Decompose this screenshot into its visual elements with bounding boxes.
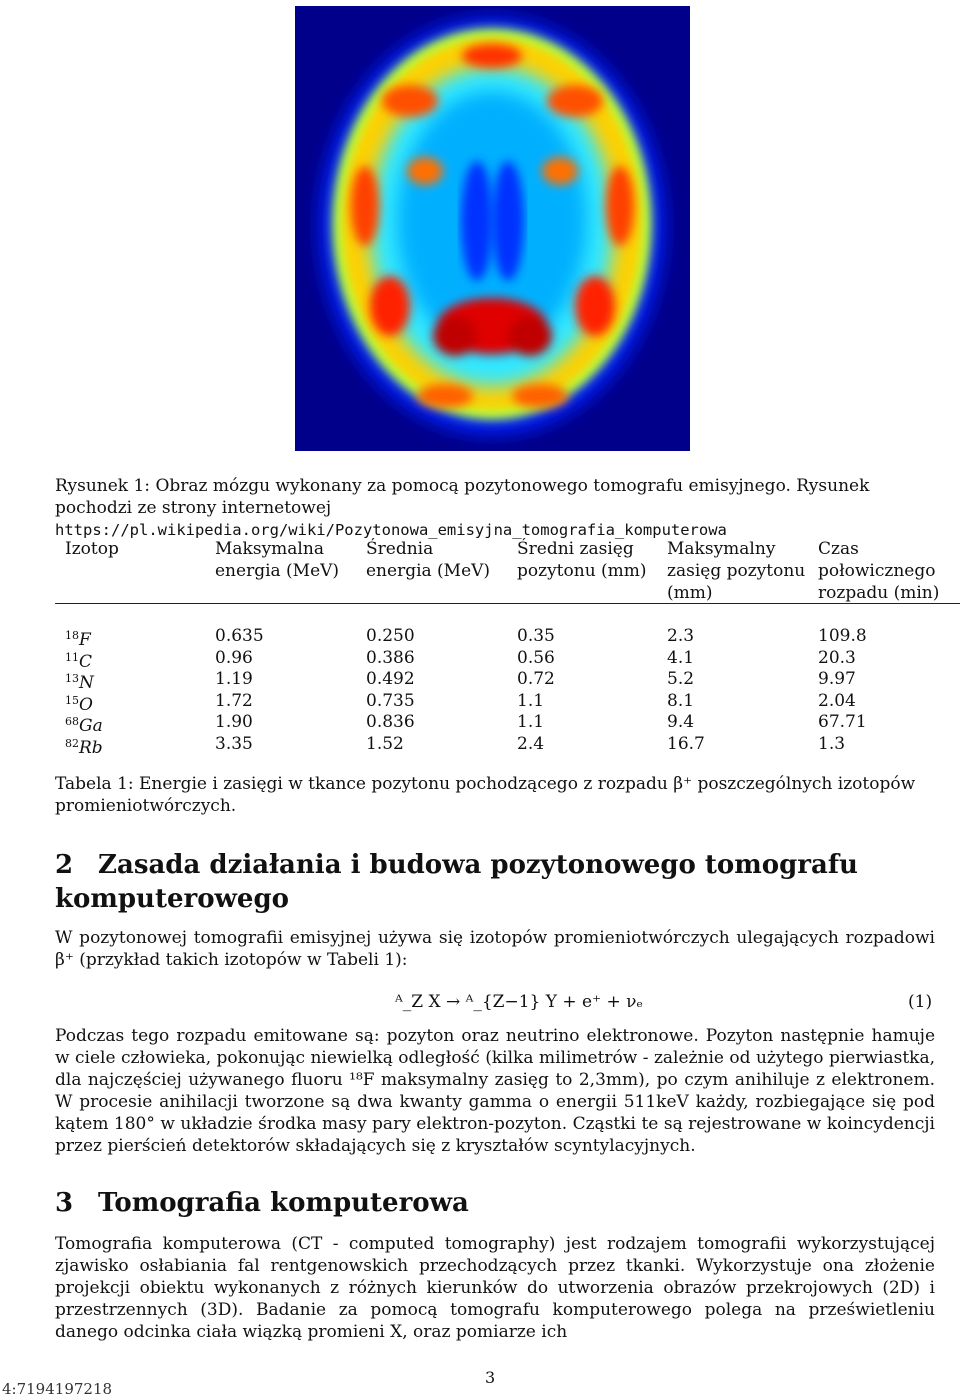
equation-1: ᴬ_Z X → ᴬ_{Z−1} Y + e⁺ + νₑ: [395, 992, 644, 1012]
cell-max-r: 9.4: [667, 712, 695, 733]
isotope-mass-number: 11: [65, 650, 79, 664]
cell-half: 20.3: [818, 647, 856, 668]
pet-brain-figure: [295, 6, 690, 451]
cell-max-e: 0.96: [215, 647, 253, 668]
table-row: [55, 647, 960, 672]
isotope-mass-number: 18: [65, 629, 79, 642]
header-half-life: Czas połowicznego rozpadu (min): [818, 539, 940, 603]
cell-max-r: 16.7: [667, 734, 705, 754]
header-max-range: Maksymalny zasięg pozytonu (mm): [667, 539, 806, 603]
isotope-symbol: Rb: [79, 738, 103, 758]
cell-half: 67.71: [818, 712, 867, 733]
cell-max-e: 1.19: [215, 669, 253, 690]
header-avg-energy: Średnia energia (MeV): [366, 539, 491, 581]
table-caption: Tabela 1: Energie i zasięgi w tkance pozytonu pochodzącego z rozpadu β⁺ poszczególnych izotopów promieniotwórczych.: [55, 774, 916, 816]
equation-1-number: (1): [908, 992, 933, 1012]
cell-avg-e: 0.836: [366, 712, 415, 733]
cell-half: 2.04: [818, 690, 856, 711]
table-row: [55, 711, 960, 737]
table-row: [55, 625, 960, 650]
cell-avg-e: 0.386: [366, 647, 415, 668]
isotope-mass-number: 68: [65, 715, 79, 729]
section-3-heading: [55, 1186, 935, 1220]
cell-max-r: 4.1: [667, 647, 695, 668]
cell-max-e: 1.72: [215, 690, 253, 711]
cell-avg-e: 0.492: [366, 669, 415, 690]
figure-caption-url: https://pl.wikipedia.org/wiki/Pozytonowa_emisyjna_tomografia_komputerowa: [55, 521, 727, 539]
figure-caption: [55, 475, 935, 541]
cell-max-e: 1.90: [215, 712, 253, 733]
isotope-symbol: O: [79, 694, 93, 715]
cell-avg-r: 1.1: [517, 712, 545, 733]
cell-max-r: 5.2: [667, 669, 695, 690]
isotope-symbol: F: [79, 630, 91, 650]
cell-half: 109.8: [818, 626, 867, 646]
table-header: [55, 538, 960, 604]
section-2-heading: [55, 848, 935, 916]
section-2-title: Zasada działania i budowa pozytonowego tomografu komputerowego: [55, 850, 858, 914]
cell-max-r: 2.3: [667, 626, 695, 646]
isotope-symbol: C: [79, 651, 93, 672]
header-isotope: Izotop: [65, 539, 119, 559]
cell-half: 1.3: [818, 734, 846, 754]
cell-half: 9.97: [818, 669, 856, 690]
cell-isotope: [65, 733, 103, 759]
cell-avg-r: 1.1: [517, 690, 545, 711]
section-2-number: 2: [55, 850, 74, 880]
isotope-mass-number: 13: [65, 672, 79, 686]
figure-caption-text: Rysunek 1: Obraz mózgu wykonany za pomocą pozytonowego tomografu emisyjnego. Rysunek pochodzi ze strony internetowej: [55, 476, 870, 518]
isotope-symbol: N: [79, 673, 94, 694]
section-3-body: Tomografia komputerowa (CT - computed tomography) jest rodzajem tomografii wykorzystującej zjawisko osłabiania fal rentgenowskich przechodzących przez tkanki. Wykorzystuje ona złożenie projekcji obiektu wykonanych z różnych kierunków do utworzenia obrazów przekrojowych (2D) i przestrzennych (3D). Badanie za pomocą tomografu komputerowego polega na prześwietleniu danego odcinka ciała wiązką promieni X, oraz pomiarze ich: [55, 1234, 935, 1342]
cell-max-e: 3.35: [215, 734, 253, 754]
cell-avg-r: 2.4: [517, 734, 545, 754]
cell-avg-r: 0.72: [517, 669, 555, 690]
cell-max-e: 0.635: [215, 626, 264, 646]
isotope-symbol: Ga: [79, 716, 103, 737]
header-max-energy: Maksymalna energia (MeV): [215, 539, 340, 581]
isotope-table: [55, 538, 960, 604]
brain-heatmap: [295, 6, 690, 451]
section-3-title: Tomografia komputerowa: [98, 1188, 469, 1218]
cell-avg-r: 0.35: [517, 626, 555, 646]
section-3-number: 3: [55, 1188, 74, 1218]
cell-avg-e: 0.250: [366, 626, 415, 646]
table-row: [55, 668, 960, 694]
isotope-mass-number: 15: [65, 693, 79, 707]
cell-avg-e: 0.735: [366, 690, 415, 711]
table-row: [55, 690, 960, 715]
header-avg-range: Średni zasięg pozytonu (mm): [517, 539, 647, 581]
page-number: 3: [485, 1368, 496, 1387]
document-stamp: 4:7194197218: [2, 1380, 113, 1398]
table-rule: [55, 603, 960, 604]
isotope-mass-number: 82: [65, 737, 79, 750]
section-2-intro: W pozytonowej tomografii emisyjnej używa się izotopów promieniotwórczych ulegających rozpadowi β⁺ (przykład takich izotopów w Tabeli 1):: [55, 928, 935, 970]
cell-max-r: 8.1: [667, 690, 695, 711]
cell-avg-r: 0.56: [517, 647, 555, 668]
table-row: [55, 733, 960, 758]
cell-avg-e: 1.52: [366, 734, 404, 754]
section-2-body: Podczas tego rozpadu emitowane są: pozyton oraz neutrino elektronowe. Pozyton następnie hamuje w ciele człowieka, pokonując niewielką odległość (kilka milimetrów - zależnie od użytego pierwiastka, dla najczęściej używanego fluoru ¹⁸F maksymalny zasięg to 2,3mm), po czym anihiluje z elektronem. W procesie anihilacji tworzone są dwa kwanty gamma o energii 511keV każdy, rozbiegające się pod kątem 180° w układzie środka masy pary elektron-pozyton. Cząstki te są rejestrowane w koincydencji przez pierścień detektorów składających się z kryształów scyntylacyjnych.: [55, 1026, 935, 1156]
